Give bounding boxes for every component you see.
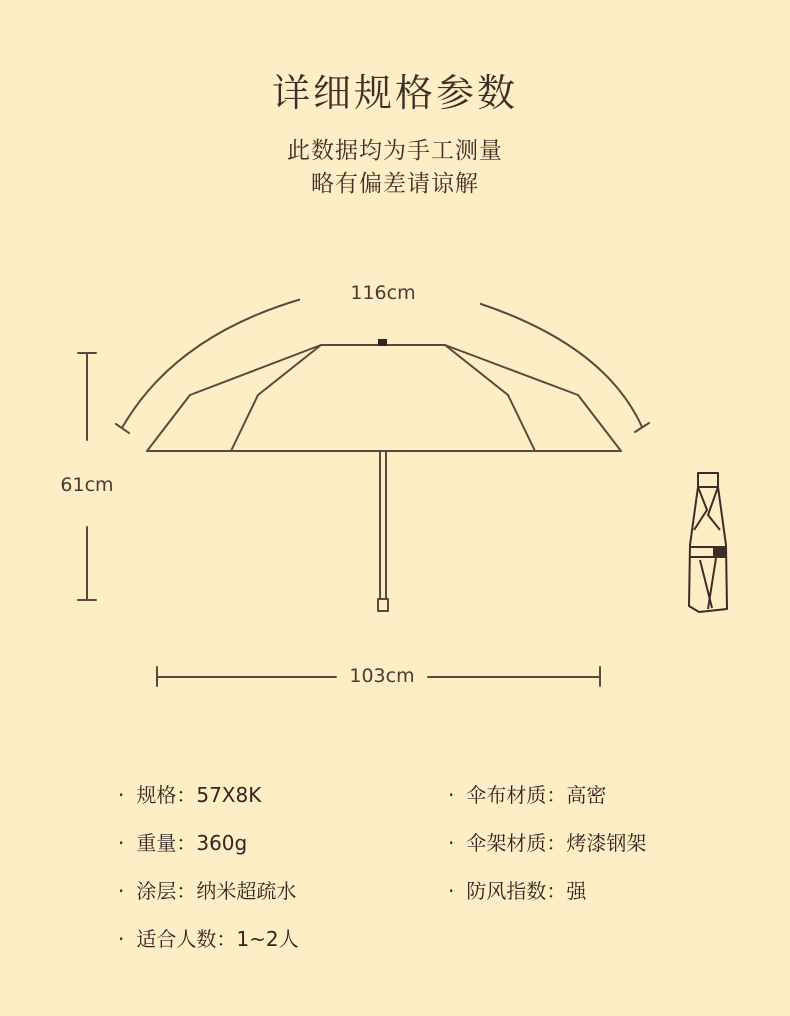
arc-dimension-right (478, 303, 642, 427)
bullet: · (118, 831, 125, 855)
umbrella-handle (378, 599, 388, 611)
width-label: 103cm (349, 665, 415, 687)
spec-value: 1~2人 (236, 927, 299, 951)
spec-label: 涂层： (136, 879, 197, 903)
canopy-rib-right (445, 345, 508, 395)
canopy-rib-left-lower (231, 395, 258, 451)
arc-dimension-left (122, 298, 305, 428)
subtitle-line-2: 略有偏差请谅解 (311, 171, 479, 197)
spec-capacity (118, 923, 299, 952)
spec-value: 360g (196, 831, 248, 855)
bullet: · (448, 831, 455, 855)
page-title: 详细规格参数 (271, 71, 518, 115)
spec-label: 防风指数： (466, 879, 567, 903)
spec-value: 强 (566, 879, 587, 903)
bullet: · (448, 783, 455, 807)
bullet: · (118, 927, 125, 951)
spec-size (118, 779, 261, 808)
subtitle-line-1: 此数据均为手工测量 (287, 138, 503, 164)
spec-label: 重量： (136, 831, 197, 855)
spec-value: 纳米超疏水 (196, 879, 297, 903)
bullet: · (448, 879, 455, 903)
spec-coating (118, 875, 296, 904)
canopy-rib-right-lower (508, 395, 535, 451)
bullet: · (118, 879, 125, 903)
arc-length-label: 116cm (350, 282, 416, 304)
arc-tick-right (635, 423, 649, 432)
spec-label: 伞架材质： (466, 831, 567, 855)
spec-frame (448, 827, 646, 856)
umbrella-top-cap (378, 339, 387, 346)
spec-label: 规格： (136, 783, 197, 807)
umbrella-canopy-outline (147, 345, 621, 451)
height-label: 61cm (60, 474, 114, 496)
spec-label: 伞布材质： (466, 783, 567, 807)
spec-value: 57X8K (196, 783, 262, 807)
canopy-rib-left (258, 345, 321, 395)
umbrella-shaft (380, 451, 386, 599)
spec-wind-resistance (448, 875, 586, 904)
folded-umbrella (689, 473, 727, 612)
spec-label: 适合人数： (136, 927, 237, 951)
spec-value: 高密 (566, 783, 607, 807)
spec-weight (118, 827, 247, 856)
spec-value: 烤漆钢架 (566, 831, 647, 855)
spec-fabric (448, 779, 606, 808)
bullet: · (118, 783, 125, 807)
